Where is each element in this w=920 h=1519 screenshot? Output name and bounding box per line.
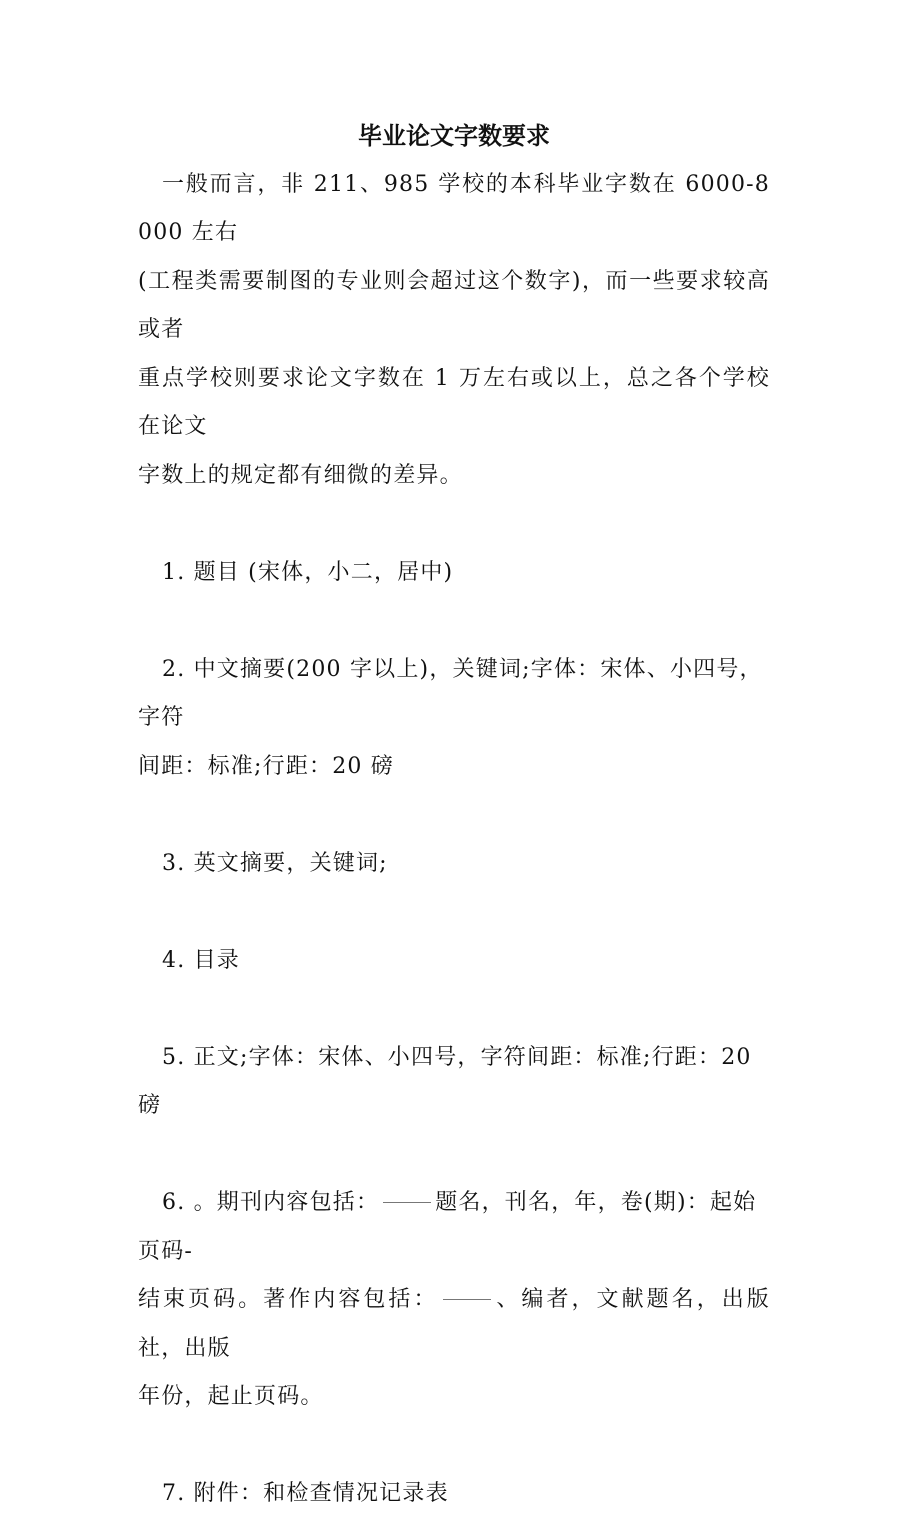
fill-in-blank — [443, 1299, 491, 1300]
list-item-text: 2. 中文摘要(200 字以上)，关键词;字体：宋体、小四号，字符 — [138, 656, 763, 730]
intro-line: (工程类需要制图的专业则会超过这个数字)，而一些要求较高或者 — [138, 268, 770, 342]
text-segment: 题名，刊名，年，卷(期)：起始页码- — [138, 1190, 757, 1264]
list-item-text: 7. 附件：和检查情况记录表 — [162, 1481, 449, 1506]
text-segment: 、编者，文献题名，出版社，出版 — [138, 1287, 771, 1361]
list-item-text: 5. 正文;字体：宋体、小四号，字符间距：标准;行距：20 磅 — [138, 1044, 752, 1118]
blank-line — [138, 791, 770, 840]
list-item-text: 3. 英文摘要，关键词; — [162, 850, 388, 876]
blank-line — [138, 985, 770, 1034]
list-item-5 — [138, 1034, 770, 1131]
intro-paragraph — [138, 161, 770, 501]
list-item-3 — [138, 840, 770, 889]
list-item-1 — [138, 549, 770, 598]
intro-line: 重点学校则要求论文字数在 1 万左右或以上，总之各个学校在论文 — [138, 365, 770, 439]
blank-line — [138, 500, 770, 549]
list-item-7 — [138, 1470, 770, 1519]
list-item-4 — [138, 937, 770, 986]
list-item-2 — [138, 646, 770, 792]
text-segment: 结束页码。著作内容包括： — [138, 1287, 439, 1312]
blank-line — [138, 888, 770, 937]
list-item-text: 4. 目录 — [162, 947, 240, 973]
intro-line: 一般而言，非 211、985 学校的本科毕业字数在 6000-8000 左右 — [138, 171, 770, 245]
list-item-text — [138, 1276, 770, 1373]
list-item-text: 1. 题目 (宋体，小二，居中) — [162, 559, 454, 585]
list-item-text: 间距：标准;行距：20 磅 — [138, 753, 395, 779]
blank-line — [138, 1422, 770, 1471]
list-item-6 — [138, 1179, 770, 1422]
document-page — [138, 112, 770, 1519]
blank-line — [138, 597, 770, 646]
fill-in-blank — [383, 1202, 431, 1203]
list-item-text: 年份，起止页码。 — [138, 1384, 324, 1409]
intro-line: 字数上的规定都有细微的差异。 — [138, 462, 463, 488]
blank-line — [138, 1131, 770, 1180]
document-title: 毕业论文字数要求 — [358, 121, 550, 150]
text-segment: 6. 。期刊内容包括： — [162, 1190, 380, 1215]
list-item-text — [138, 1179, 770, 1276]
